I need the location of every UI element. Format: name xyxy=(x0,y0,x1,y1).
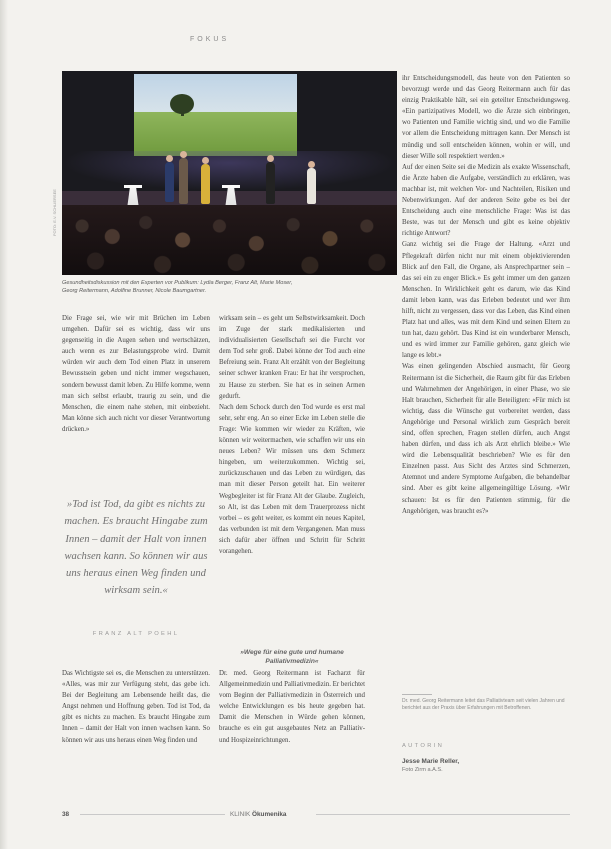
footer-rule xyxy=(316,814,570,815)
author-name: Jesse Marie Reller, xyxy=(402,758,460,765)
magazine-name xyxy=(230,811,286,818)
pull-quote-author: FRANZ ALT POEHL xyxy=(92,631,180,637)
speaker-head xyxy=(180,151,187,158)
speaker-head xyxy=(308,161,315,168)
column-middle xyxy=(219,313,365,643)
paragraph: Dr. med. Georg Reitermann ist Facharzt für Allgemeinmedizin und Palliativmedizin. Er berichtet vom Beginn der Palliativmedizin in Österreich und welche Entwicklungen es bis heute gegeben hat. Damit die Menschen in Würde gehen können, brauche es ein gut ausgebautes Netz an Palliativ- und Hospizeinrichtungen. xyxy=(219,670,366,744)
speaker-head xyxy=(267,155,274,162)
projection-screen xyxy=(134,74,297,156)
author-label: AUTORIN xyxy=(402,743,445,749)
column-left-top xyxy=(62,313,210,435)
paragraph: wirksam sein – es geht um Selbstwirksamkeit. Doch im Zuge der stark medikalisierten und individualisierten Gesellschaft sei die Furcht vor dem Tod sehr groß. Dabei könne der Tod auch eine Befreiung sein. Franz Alt erzählt von der Begleitung seiner schwer kranken Frau: Er hat ihr versprochen, zu Hause zu sterben. Sie hat es in seinen Armen gedurft. xyxy=(219,315,365,400)
paragraph: Die Frage sei, wie wir mit Brüchen im Leben umgehen. Dafür sei es wichtig, dass wir uns gegenseitig in die Augen sehen und wertschätzen, auch wenn es zur Belastungsprobe wird. Damit würden wir auch dem Tod einen Platz in unserem Bewusstsein geben und nicht immer wegschauen, sondern bewusst damit leben. Zu Hilfe komme, wenn man sich selbst erlaubt, traurig zu sein, und die Menschen, die einem nahe stehen, mit einbezieht. Man könne sich auch nicht vor dieser Verantwortung drücken.» xyxy=(62,315,210,433)
page-spine xyxy=(0,0,8,849)
footnote-divider xyxy=(402,694,432,695)
event-photo xyxy=(62,71,397,275)
paragraph: ihr Entscheidungsmodell, das heute von den Patienten so bevorzugt werde und das Georg Reitermann auch für das einzig Praktikable hält, sei ein geteilter Entscheidungsweg. «Ein partizipatives Modell, wo die Ärzte sich einbringen, wo Patienten und Familie wichtig sind, und wo die Familie vor allem die Entscheidung mittragen kann. Der Mensch ist mündig und soll entscheiden können, wohin er will, und dieser Wille soll respektiert werden.» xyxy=(402,75,570,160)
audience xyxy=(62,205,397,275)
author-role: Foto Zirm a.A.S. xyxy=(402,767,443,773)
magazine-prefix: KLINIK xyxy=(230,811,251,818)
screen-sky xyxy=(134,74,297,114)
column-right xyxy=(402,73,570,689)
speaker-figure xyxy=(266,162,275,204)
paragraph: Das Wichtigste sei es, die Menschen zu unterstützen. «Alles, was mir zur Verfügung steht, das gebe ich. Bei der Begleitung am Lebensende heißt das, die Angst nehmen und Hoffnung geben. Tod ist Tod, da gibt es nichts zu machen. Es braucht Hingabe zum Innen – damit der Halt von innen wachsen kann. So können wir aus uns heraus einen Weg finden und xyxy=(62,670,210,744)
magazine-title: Ökumenika xyxy=(252,811,287,818)
footer-rule xyxy=(80,814,225,815)
photo-credit: FOTO: E.V. SCHLIERSEE xyxy=(52,189,57,236)
speaker-head xyxy=(166,155,173,162)
paragraph: Was einen gelingenden Abschied ausmacht, für Georg Reitermann ist die Sicherheit, die Raum gibt für das Erleben und Wahrnehmen der Angehörigen, in einer Phase, wo sie Halt brauchen, Sicherheit für alle Beteiligten: «Für mich ist wichtig, dass die Wünsche gut vorbereitet werden, dass Angehörige und Personal wirklich zum Gespräch bereit sind, offen sprechen, Fragen stellen dürfen, auch Angst haben dürfen, und dass ich als Arzt ehrlich bleibe.» Wie wird die Lebensqualität beschrieben? Wie es für den Einzelnen passt. Aus Sicht des Arztes sind Schmerzen, Atemnot und andere Symptome Aufgaben, die behandelbar sind. Aber es gibt keine allgemeingültige Lösung. «Wir schauen: Ist es für den Patienten stimmig, für die Angehörigen, was braucht es?» xyxy=(402,363,570,515)
page-number: 38 xyxy=(62,811,70,818)
pull-quote: »Tod ist Tod, da gibt es nichts zu machen. Es braucht Hingabe zum Innen – damit der Halt von innen wachsen kann. So können wir aus uns heraus einen Weg finden und wirksam sein.« xyxy=(64,499,208,597)
section-tag: FOKUS xyxy=(190,36,230,43)
speaker-figure xyxy=(307,168,316,204)
sub-heading: »Wege für eine gute und humane Palliativmedizin« xyxy=(240,649,344,665)
paragraph: Nach dem Schock durch den Tod wurde es erst mal sehr, sehr eng. An so einer Ecke im Leben stelle die Frage: Wie kommen wir wieder zu Kräften, wie können wir weitermachen, wie schaffen wir uns ein neues Leben? Wir müssen uns dem Schmerz hingeben, um weiterzukommen. Wichtig sei, zurückzuschauen und das Leben zu würdigen, das man mit dieser Person geteilt hat. Ein weiterer Wegbegleiter ist für Franz Alt der Glaube. Zugleich, so Alt, ist das Leben mit dem Trauerprozess nicht vorbei – es geht weiter, es kommt ein neues Kapitel, das verbunden ist mit dem Vergangenen. Man muss sich dafür aber öffnen und Schritt für Schritt vorangehen. xyxy=(219,403,365,555)
column-middle-bottom xyxy=(219,668,365,746)
speaker-head xyxy=(202,157,209,164)
screen-field xyxy=(134,112,297,156)
speaker-figure xyxy=(165,162,174,202)
tree-trunk xyxy=(181,110,184,116)
bar-table-top xyxy=(222,185,240,188)
speaker-figure xyxy=(201,164,210,204)
paragraph: Auf der einen Seite sei die Medizin als exakte Wissenschaft, die Ärzte haben die Aufgabe, verständlich zu erklären, was machbar ist, mit welchen Vor- und Nachteilen, Risiken und Nebenwirkungen. Auf der anderen Seite gebe es bei der Entscheidung auch eine menschliche Frage: Was ist das Beste, was tut der Mensch und gibt es keine objektiv richtige Antwort? xyxy=(402,163,570,238)
footnote: Dr. med. Georg Reitermann leitet das Palliativteam seit vielen Jahren und berichtet aus der Praxis über Erfahrungen mit Betroffenen. xyxy=(402,698,565,711)
speaker-figure xyxy=(179,158,188,204)
paragraph: Ganz wichtig sei die Frage der Haltung. «Arzt und Pflegekraft dürfen nicht nur mit einem objektivierenden Blick auf den Fall, die Organe, als Ansprechpartner sein – das sei ein zu enger Blick.» Es geht immer um den ganzen Menschen. In Wirklichkeit geht es darum, wie das Kind damit leben kann, was das Erleben bedeutet und wer ihm hilft, nicht zu vergessen, dass vor das Leben, das Kind einen Platz hat und alles, was mit dem Kind und seinen Eltern zu tun hat, dazu gehört. Das Kind ist ein wunderbarer Mensch, und es wird immer zur Familie gehören, ganz gleich wie lange es lebt.» xyxy=(402,241,570,360)
bar-table-top xyxy=(124,185,142,188)
photo-caption: Gesundheitsdiskussion mit den Experten vor Publikum: Lydia Berger, Franz Alt, Marie Moser, Georg Reitermann, Adolfine Brunner, Nicole Baumgartner. xyxy=(62,280,293,294)
column-left-bottom xyxy=(62,668,210,746)
